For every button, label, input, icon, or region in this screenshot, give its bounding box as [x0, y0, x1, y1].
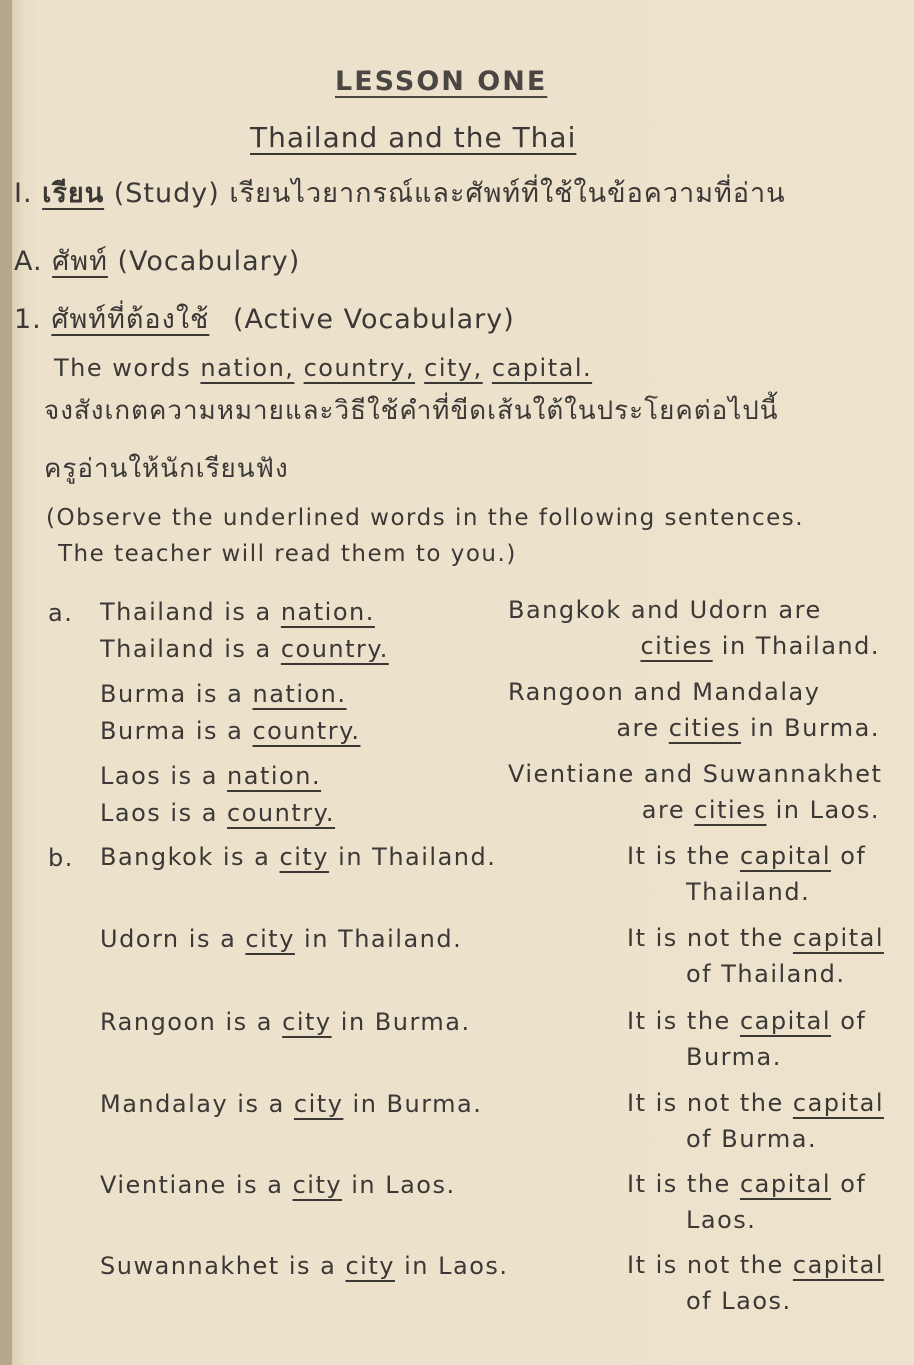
part-a-right-line1: Bangkok and Udorn are — [508, 596, 822, 624]
sentence-text: in Burma. — [750, 714, 880, 742]
sentence-text: are — [641, 796, 686, 824]
sentence-text: It is not the — [627, 924, 784, 952]
underlined-word: capital — [739, 1170, 832, 1198]
sentence-text: Suwannakhet is a — [100, 1252, 337, 1280]
underlined-word: cities — [640, 632, 713, 660]
underlined-word: city — [293, 1090, 344, 1118]
sentence-text: It is the — [627, 842, 731, 870]
part-b-right-line2: Burma. — [686, 1043, 782, 1071]
part-a-right-line1: Rangoon and Mandalay — [508, 678, 821, 706]
section-vocabulary: A. ศัพท์ (Vocabulary) — [14, 246, 301, 277]
part-a-right-line2 — [640, 634, 880, 658]
words-line: The words nation, country, city, capital. — [54, 354, 593, 382]
part-a-sentence — [100, 682, 347, 706]
part-b-label: b. — [48, 844, 74, 872]
sentence-text: Laos is a — [100, 799, 218, 827]
sentence-text: Rangoon is a — [100, 1008, 274, 1036]
sentence-text: It is the — [627, 1007, 731, 1035]
book-gutter — [0, 0, 12, 1365]
section-study: I. เรียน (Study) เรียนไวยากรณ์และศัพท์ที่ใช้ในข้อความที่อ่าน — [14, 178, 786, 209]
part-b-left-sentence — [100, 1010, 471, 1034]
part-a-right-line2 — [616, 716, 880, 740]
underlined-word: nation. — [280, 598, 375, 626]
sentence-text: Thailand is a — [100, 635, 272, 663]
sentence-text: of — [840, 842, 867, 870]
sentence-text: in Laos. — [404, 1252, 509, 1280]
underlined-word: city — [282, 1008, 332, 1036]
part-b-right-line2: of Thailand. — [686, 960, 846, 988]
part-b-left-sentence — [100, 1173, 456, 1197]
underlined-word: city — [292, 1171, 343, 1199]
sentence-text: in Thailand. — [304, 925, 463, 953]
sentence-text: in Thailand. — [338, 843, 497, 871]
underlined-word: capital — [739, 842, 832, 870]
sentence-text: in Burma. — [340, 1008, 471, 1036]
sentence-text: in Laos. — [775, 796, 880, 824]
underlined-word: country. — [252, 717, 361, 745]
sentence-text: It is not the — [627, 1089, 784, 1117]
part-b-right-line1 — [627, 844, 866, 868]
part-b-left-sentence — [100, 927, 462, 951]
sentence-text: Vientiane is a — [100, 1171, 284, 1199]
sentence-text: Thailand is a — [100, 598, 272, 626]
part-b-right-line1 — [627, 926, 884, 950]
part-a-right-line1: Vientiane and Suwannakhet — [508, 760, 883, 788]
part-b-left-sentence — [100, 845, 496, 869]
part-a-sentence — [100, 637, 389, 661]
underlined-word: capital — [792, 1251, 884, 1279]
sentence-text: in Laos. — [351, 1171, 456, 1199]
lesson-title: LESSON ONE — [335, 66, 548, 97]
underlined-word: capital — [792, 924, 884, 952]
english-instruction-1: (Observe the underlined words in the following sentences. — [46, 505, 805, 531]
underlined-word: cities — [668, 714, 742, 742]
sentence-text: Burma is a — [100, 680, 244, 708]
underlined-word: city — [345, 1252, 395, 1280]
underlined-word: capital — [792, 1089, 884, 1117]
part-a-label: a. — [48, 599, 74, 627]
underlined-word: nation. — [252, 680, 347, 708]
sentence-text: Burma is a — [100, 717, 244, 745]
sentence-text: Bangkok is a — [100, 843, 271, 871]
part-b-left-sentence — [100, 1254, 509, 1278]
english-instruction-2: The teacher will read them to you.) — [58, 541, 517, 567]
underlined-word: city — [279, 843, 330, 871]
part-a-sentence — [100, 764, 321, 788]
thai-instruction-2: ครูอ่านให้นักเรียนฟัง — [44, 454, 289, 484]
underlined-word: country. — [280, 635, 389, 663]
underlined-word: capital — [739, 1007, 832, 1035]
sentence-text: of — [840, 1007, 867, 1035]
section-active-vocabulary: 1. ศัพท์ที่ต้องใช้ (Active Vocabulary) — [14, 304, 515, 335]
part-a-right-line2 — [642, 798, 880, 822]
sentence-text: in Burma. — [352, 1090, 483, 1118]
part-b-right-line1 — [627, 1253, 884, 1277]
thai-instruction-1: จงสังเกตความหมายและวิธีใช้คำที่ขีดเส้นใต้ในประโยคต่อไปนี้ — [44, 396, 779, 426]
underlined-word: country. — [227, 799, 336, 827]
sentence-text: of — [840, 1170, 867, 1198]
underlined-word: cities — [694, 796, 767, 824]
part-b-right-line2: of Burma. — [686, 1125, 818, 1153]
sentence-text: are — [616, 714, 660, 742]
part-b-right-line1 — [627, 1172, 866, 1196]
sentence-text: in Thailand. — [721, 632, 880, 660]
part-b-right-line2: of Laos. — [686, 1287, 792, 1315]
part-a-sentence — [100, 801, 335, 825]
part-b-left-sentence — [100, 1092, 482, 1116]
part-b-right-line2: Thailand. — [686, 878, 811, 906]
lesson-subtitle: Thailand and the Thai — [250, 121, 577, 154]
sentence-text: Mandalay is a — [100, 1090, 285, 1118]
part-b-right-line1 — [627, 1009, 866, 1033]
part-b-right-line2: Laos. — [686, 1206, 757, 1234]
underlined-word: city — [245, 925, 295, 953]
underlined-word: nation. — [227, 762, 322, 790]
part-a-sentence — [100, 719, 360, 743]
sentence-text: It is not the — [627, 1251, 784, 1279]
part-b-right-line1 — [627, 1091, 884, 1115]
sentence-text: Laos is a — [100, 762, 218, 790]
sentence-text: It is the — [627, 1170, 731, 1198]
sentence-text: Udorn is a — [100, 925, 237, 953]
part-a-sentence — [100, 600, 375, 624]
